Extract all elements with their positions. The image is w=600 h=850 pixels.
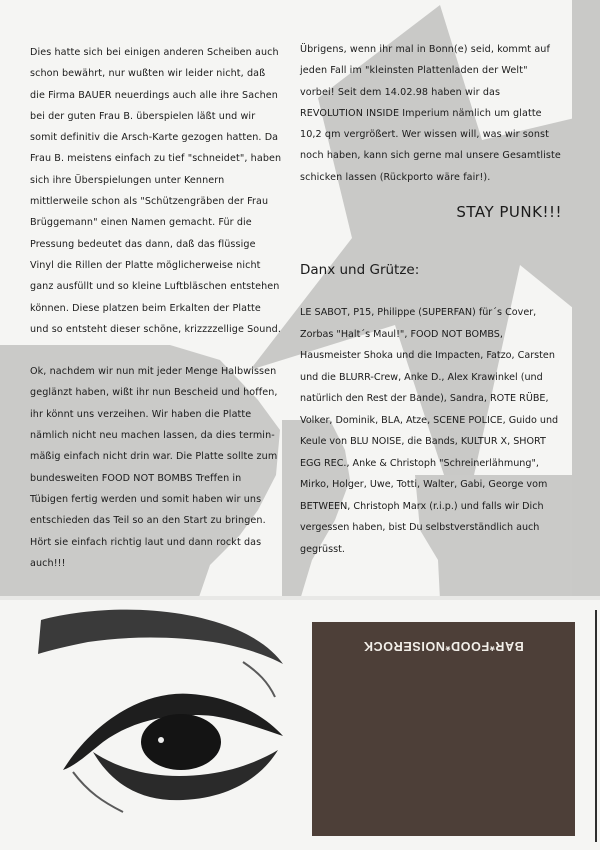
eye-highlight-shape (158, 737, 164, 743)
ad-text: BAR*FOOD*NOISEROCK (363, 639, 524, 653)
page-edge-line (595, 610, 597, 842)
right-paragraph-1: Übrigens, wenn ihr mal in Bonn(e) seid, kommt auf jeden Fall im "kleinsten Plattenladen der Welt" vorbei! Seit dem 14.02.98 haben wir das REVOLUTION INSIDE Imperium nämlich um glatte 10,2 qm vergrößert. Wer wissen will, was wir sonst noch haben, kann sich gerne mal unsere Gesamtliste schicken lassen (Rückporto wäre fair!). (300, 44, 561, 183)
left-paragraph-2: Ok, nachdem wir nun mit jeder Menge Halbwissen geglänzt haben, wißt ihr nun Bescheid und hoffen, ihr könnt uns verzeihen. Wir haben die Platte nämlich nicht neu machen lassen, da dies termin-mäßig einfach nicht drin war. Die Platte sollte zum bundesweiten FOOD NOT BOMBS Treffen in Tübigen fertig werden und somit haben wir uns entschieden das Teil so an den Start zu bringen. Hört sie einfach richtig laut und dann rockt das auch!!! (30, 366, 278, 569)
thanks-text: LE SABOT, P15, Philippe (SUPERFAN) für´s Cover, Zorbas "Halt´s Maul!", FOOD NOT BOMBS, Hausmeister Shoka und die Impacten, Fatzo, Carsten und die BLURR-Crew, Anke D., Alex Krawinkel (und natürlich den Rest der Bande), Sandra, ROTE RÜBE, Volker, Dominik, BLA, Atze, SCENE POLICE, Guido und Keule von BLU NOISE, die Bands, KULTUR X, SHORT EGG REC., Anke & Christoph "Schreinerlähmung", Mirko, Holger, Uwe, Totti, Walter, Gabi, George vom BETWEEN, Christoph Marx (r.i.p.) und falls wir Dich vergessen haben, bist Du selbstverständlich auch gegrüsst. (300, 307, 559, 555)
bar-food-noiserock-ad (312, 622, 575, 836)
eyebrow-shape (38, 610, 283, 664)
right-edge-strip (572, 0, 600, 600)
left-paragraph-1: Dies hatte sich bei einigen anderen Scheiben auch schon bewährt, nur wußten wir leider nicht, daß die Firma BAUER neuerdings auch alle ihre Sachen bei der guten Frau B. überspielen läßt und wir somit definitiv die Arsch-Karte gezogen hatten. Da Frau B. meistens einfach zu tief "schneidet", haben sich ihre Überspielungen unter Kennern mittlerweile schon als "Schützengräben der Frau Brüggemann" einen Namen gemacht. Für die Pressung bedeutet das dann, daß das flüssige Vinyl die Rillen der Platte möglicherweise nicht ganz ausfüllt und so kleine Luftbläschen entstehen können. Diese platzen beim Erkalten der Platte und so entsteht dieser schöne, krizzzzellige Sound. (30, 47, 282, 335)
thanks-list (300, 302, 562, 560)
right-text-column (300, 39, 562, 188)
stay-punk-slogan: STAY PUNK!!! (456, 203, 562, 221)
danx-heading: Danx und Grütze: (300, 262, 420, 278)
section-divider (0, 596, 600, 600)
eye-illustration (33, 602, 285, 834)
left-text-column (30, 42, 282, 574)
iris-shape (141, 714, 221, 770)
